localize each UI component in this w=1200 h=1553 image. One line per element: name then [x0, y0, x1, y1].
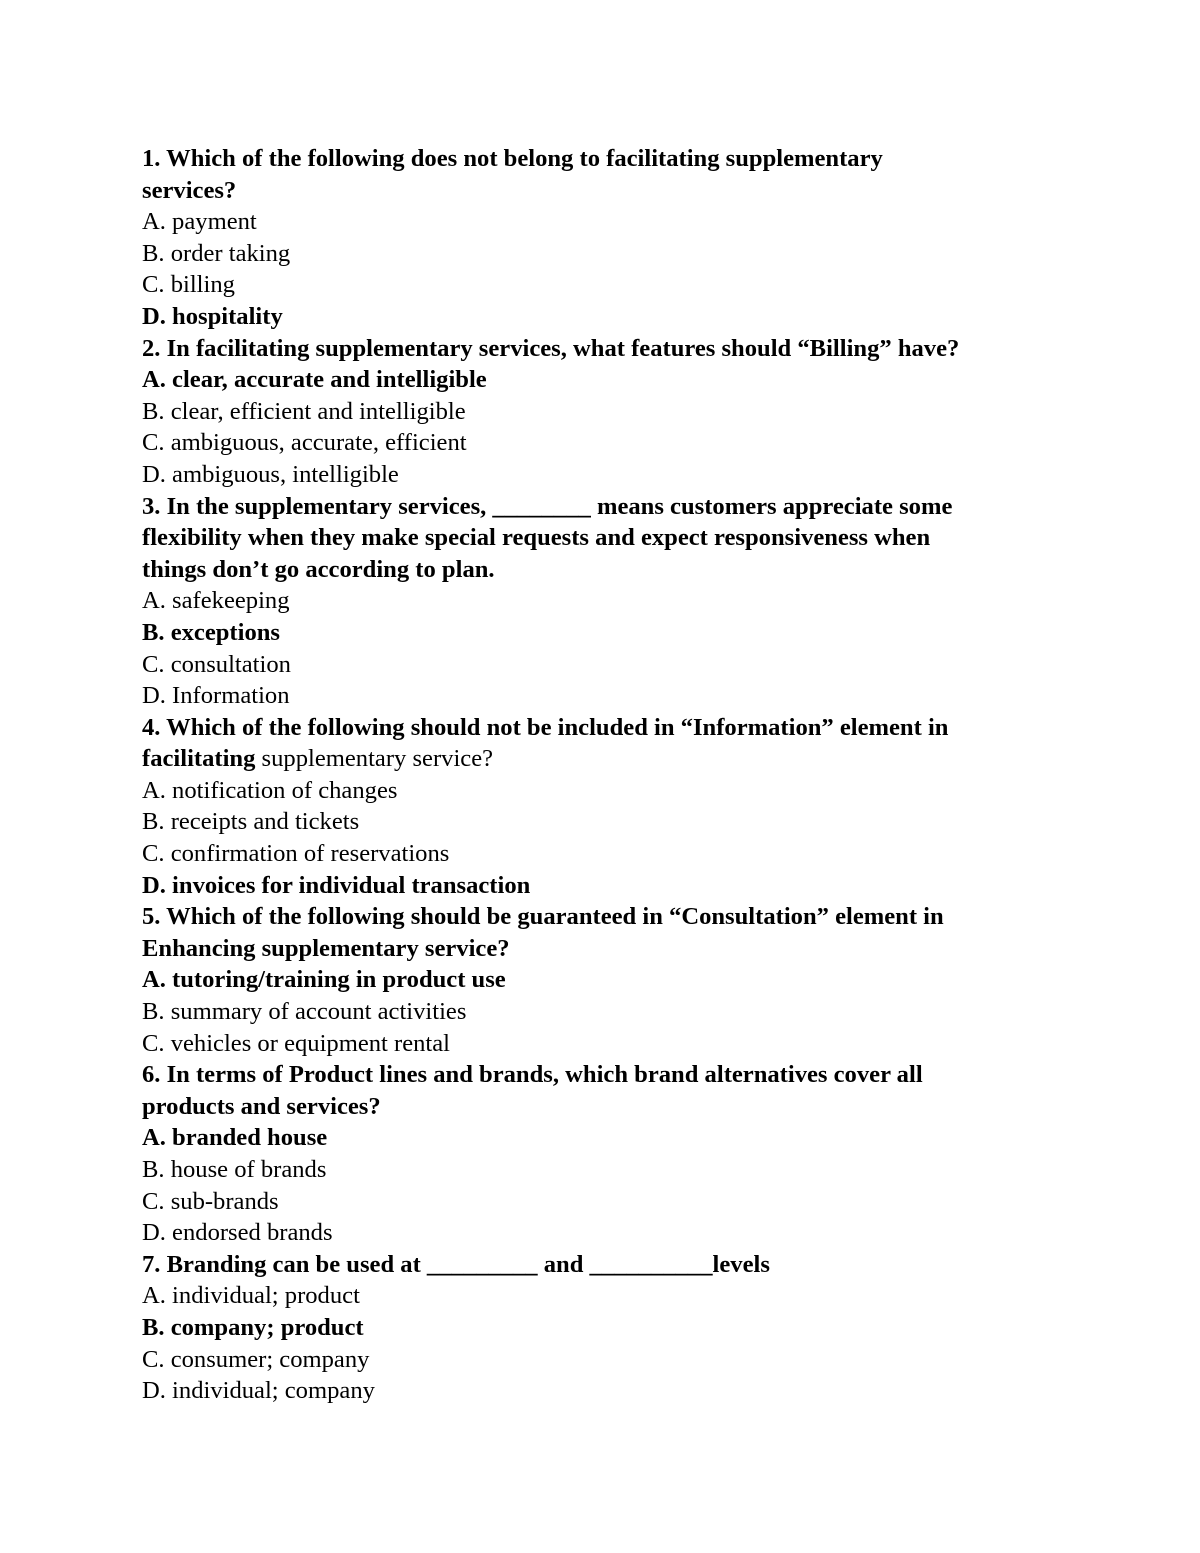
question-1	[142, 143, 1072, 333]
question-3-option-d: D. Information	[142, 682, 290, 710]
document-page	[142, 143, 1072, 1407]
question-2-stem-line-1: 2. In facilitating supplementary services, what features should “Billing” have?	[142, 334, 960, 362]
question-7-option-d: D. individual; company	[142, 1377, 375, 1405]
question-5-option-b: B. summary of account activities	[142, 998, 467, 1026]
question-4-stem-line-1: 4. Which of the following should not be included in “Information” element in	[142, 713, 949, 741]
question-3-option-c: C. consultation	[142, 650, 291, 678]
question-4	[142, 712, 1072, 902]
question-4-option-c: C. confirmation of reservations	[142, 840, 450, 868]
question-3-option-b: B. exceptions	[142, 618, 280, 646]
question-7-option-a: A. individual; product	[142, 1282, 360, 1310]
question-3	[142, 491, 1072, 712]
question-3-stem-line-1: 3. In the supplementary services, ________ means customers appreciate some	[142, 492, 953, 520]
question-1-stem-line-2: services?	[142, 176, 237, 204]
question-7-option-c: C. consumer; company	[142, 1345, 370, 1373]
question-6-option-b: B. house of brands	[142, 1156, 327, 1183]
question-6	[142, 1059, 1072, 1249]
question-1-stem-line-1: 1. Which of the following does not belong to facilitating supplementary	[142, 145, 883, 172]
question-3-option-a: A. safekeeping	[142, 587, 290, 615]
question-4-stem-bold-part: facilitating	[142, 745, 256, 773]
question-6-option-a: A. branded house	[142, 1124, 328, 1152]
question-5-stem-line-2: Enhancing supplementary service?	[142, 934, 510, 962]
question-6-option-c: C. sub-brands	[142, 1187, 279, 1215]
question-4-option-b: B. receipts and tickets	[142, 808, 360, 836]
question-4-stem-line-2	[142, 743, 1072, 775]
question-7-stem-line-1: 7. Branding can be used at _________ and __________levels	[142, 1250, 770, 1278]
question-4-stem-normal-part: supplementary service?	[255, 745, 494, 773]
question-1-option-a: A. payment	[142, 208, 257, 236]
question-6-stem-line-1: 6. In terms of Product lines and brands, which brand alternatives cover all	[142, 1061, 923, 1089]
question-5-option-a: A. tutoring/training in product use	[142, 966, 506, 994]
question-2-option-b: B. clear, efficient and intelligible	[142, 397, 466, 425]
question-2-option-a: A. clear, accurate and intelligible	[142, 366, 487, 394]
question-2-option-d: D. ambiguous, intelligible	[142, 460, 399, 488]
question-1-option-d: D. hospitality	[142, 302, 283, 330]
question-2-option-c: C. ambiguous, accurate, efficient	[142, 429, 467, 457]
question-4-option-a: A. notification of changes	[142, 776, 398, 804]
question-3-stem-line-2: flexibility when they make special requests and expect responsiveness when	[142, 524, 931, 552]
question-4-option-d: D. invoices for individual transaction	[142, 871, 531, 899]
question-5-option-c: C. vehicles or equipment rental	[142, 1029, 451, 1057]
question-3-stem-line-3: things don’t go according to plan.	[142, 555, 495, 583]
question-5	[142, 901, 1072, 1059]
question-7	[142, 1249, 1072, 1407]
question-1-option-b: B. order taking	[142, 239, 291, 267]
question-1-option-c: C. billing	[142, 271, 235, 299]
question-7-option-b: B. company; product	[142, 1313, 364, 1341]
question-6-option-d: D. endorsed brands	[142, 1219, 333, 1247]
question-2	[142, 333, 1072, 491]
question-5-stem-line-1: 5. Which of the following should be guaranteed in “Consultation” element in	[142, 903, 944, 931]
question-6-stem-line-2: products and services?	[142, 1092, 381, 1120]
